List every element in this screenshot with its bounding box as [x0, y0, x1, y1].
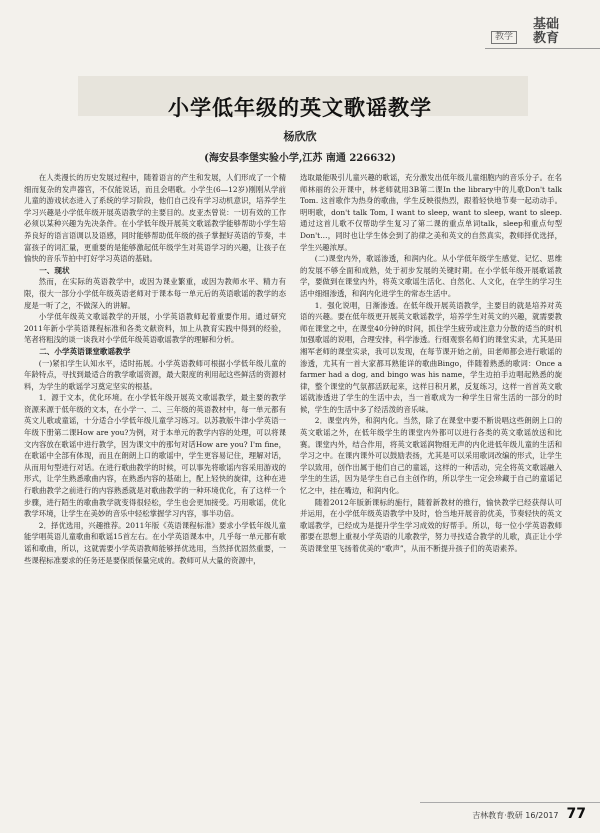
right-column	[300, 172, 562, 555]
body-paragraph: (二)课堂内外，歌谣渗透，和润内化。从小学低年级学生感觉、记忆、思维的发展不够全面和成熟，处于初步发展的关键时期。在小学低年级开展歌谣教学，要做到在课堂内外，将英文歌谣生活化、自然化、人文化，在学生的学习生活中细细渗透，和润内化进学生的常态生活中。	[300, 254, 562, 298]
body-paragraph: 然而，在实际的英语教学中，或因为课业繁重，或因为教师水平、精力有限，很大一部分小学低年级英语老师对于课本每一单元后的英语歌谣的教学的态度是一听了之，不做深入的讲解。	[24, 277, 286, 310]
body-paragraph: 1．源于文本，优化环境。在小学低年级开展英文歌谣教学，最主要的教学资源来源于低年级的文本，在小学一、二、三年级的英语教材中，每一单元都有英文儿歌或童谣，十分适合小学低年级儿童学习练习。以苏教版牛津小学英语一年级下册第二课How are you?为例，对于本单元的教学内容的处理，可以将课文内容放在歌谣中进行教学，因为课文中的那句对话How are you? I'm fine，在歌谣中全部有体现，而且在朗朗上口的歌谣中，学生更容易记住，理解对话，从而用句型进行对话。在进行歌曲教学的时候，可以事先将歌谣内容采用游戏的形式，让学生熟悉歌曲内容，在熟悉内容的基础上，配上轻快的旋律，这种在进行歌曲教学之前进行的内容熟悉就是对歌曲教学的一种环境优化，有了这样一个步骤，进行陌生的歌曲教学就变得很轻松，学生也会更加接受。巧用歌谣，优化教学环境，让学生在美妙的音乐中轻松掌握学习内容，事半功倍。	[24, 393, 286, 519]
page-number: 77	[566, 806, 586, 822]
category-tag: 教学	[491, 31, 517, 44]
body-paragraph: (一)紧扣学生认知水平，适时拓展。小学英语教师可根据小学低年级儿童的年龄特点，寻找到最适合的教学歌谣资源，最大限度的利用起这些鲜活的资源材料，为学生的歌谣学习奠定坚实的根基。	[24, 358, 286, 391]
body-paragraph: 随着2012年版新课标的施行，随着新教材的推行，愉快教学已经获得认可并运用，在小学低年级英语教学中及时，恰当地开展音韵优美，节奏轻快的英文歌谣教学，已经成为是提升学生学习成效的好帮手。所以，每一位小学英语教师都要在思想上重视小学英语的儿歌教学，努力寻找适合教学的儿歌，真正让小学英语课堂里飞扬着优美的“歌声”，从而不断提升孩子们的英语素养。	[300, 497, 562, 553]
page-footer	[472, 806, 586, 822]
author-affiliation: (海安县李堡实验小学,江苏 南通 226632)	[204, 153, 396, 164]
header-rule	[485, 48, 600, 49]
body-paragraph: 选取最能吸引儿童兴趣的歌谣，充分激发出低年级儿童细胞内的音乐分子。在名师林丽的公开课中，林老师就用3B第二课In the library中的儿歌Don't talk Tom. 这首歌作为热身的歌曲，学生反映很热烈，跟着轻快地节奏一起动动手。明明歌，don't talk Tom, I want to sleep, want to sleep, want to sleep.通过这首儿歌不仅帮助学生复习了第二课的重点单词talk，sleep和重点句型Don't…，同时也让学生体会到了韵律之美和英文的自然真实，教师择优选择，学生兴趣浓厚。	[300, 173, 562, 252]
left-column	[24, 172, 286, 566]
body-paragraph: 1．强化说唱，日渐渗透。在低年级开展英语教学，主要目的就是培养对英语的兴趣。要在低年级更开展英文歌谣教学，培养学生对英文的兴趣，就需要教师在课堂之中，在课堂40分钟的时间，抓住学生疲劳或注意力分散的适当的时机加强歌谣的说唱，合理安排，科学渗透。行细观察名师们的课堂实录，尤其是田湘军老师的课堂实录，我可以发现，在每节课开始之前，田老师都会进行歌谣的渗透，尤其有一首大家都耳熟能详的歌曲Bingo，伴随着熟悉的歌词：Once a farmer had a dog, and bingo was his name，学生边拍手边唱起熟悉的旋律，整个课堂的气氛都活跃起来，这样日积月累，反复练习，这样一首首英文歌谣就渗透进了学生的生活中去，当一首歌成为一种学生日常生活的一部分的时候，学生的生活中多了经活泼的音乐味。	[300, 300, 562, 414]
section-label	[533, 18, 597, 46]
section-label-bottom: 教育	[533, 31, 560, 46]
body-paragraph: 2．课堂内外，和润内化。当然，除了在课堂中要不断说唱这些朗朗上口的英文歌谣之外，在低年级学生的课堂内外都可以进行各类的英文歌谣放送和比赛。课堂内外，结合作用，将英文歌谣润物细无声的内化进低年级儿童的生活和学习之中。在课内课外可以鼓励表扬，尤其是可以采用歌词改编的形式，让学生学以致用，创作出属于他们自己的童谣，这样的一种活动，完全将英文歌谣融入学生的生活，因为是学生自己自主创作的，所以学生一定会珍藏于自己的童谣记忆之中，挂在嘴边，和润内化。	[300, 416, 562, 496]
body-paragraph: 2．择优选用，兴趣推荐。2011年版《英语课程标准》要求小学低年级儿童能学唱英语儿童歌曲和歌谣15首左右。在小学英语课本中，几乎每一单元都有歌谣和歌曲，所以，这就需要小学英语教师能够择优选用，当然择优固然重要，一些课程标准要求的任务还是要保质保量完成的。教师可从大量的资源中，	[24, 520, 286, 565]
journal-info: 吉林教育·教研 16/2017	[472, 811, 559, 820]
footer-rule	[420, 802, 600, 803]
section-header	[485, 14, 600, 44]
section-label-top: 基础	[533, 17, 560, 32]
section-heading: 二、小学英语课堂歌谣教学	[39, 346, 131, 356]
body-paragraph: 在人类漫长的历史发展过程中，随着语言的产生和发展，人们形成了一个精细而复杂的发声器官，不仅能说话，而且会唱歌。小学生(6—12岁)刚刚从学前儿童的游戏状态进入了系统的学习阶段，他们自己没有学习动机意识，培养学生学习兴趣是小学低年级开展英语教学的主要目的。皮亚杰曾说：一切有效的工作必须以某种兴趣为先决条件。在小学低年级开展英文歌谣教学能够帮助小学生培养良好的语言语调以及语感，同时能够帮助低年级的孩子掌握好英语的节奏，丰富孩子的词汇量，更重要的是能够激起低年级学生对英语学习的兴趣，让孩子在愉快的音乐节拍中打好学习英语的基础。	[24, 173, 286, 264]
section-heading: 一、现状	[39, 265, 70, 275]
article-title: 小学低年级的英文歌谣教学	[168, 96, 432, 120]
author-name: 杨欣欣	[283, 130, 317, 143]
body-paragraph: 小学低年级英文歌谣教学的开展，小学英语教师起着重要作用。通过研究2011年新小学英语课程标准和各类文献资料，加上从教育实践中得到的经验，笔者将粗浅的谈一谈我对小学低年级英语歌谣教学的理解和分析。	[24, 312, 286, 345]
